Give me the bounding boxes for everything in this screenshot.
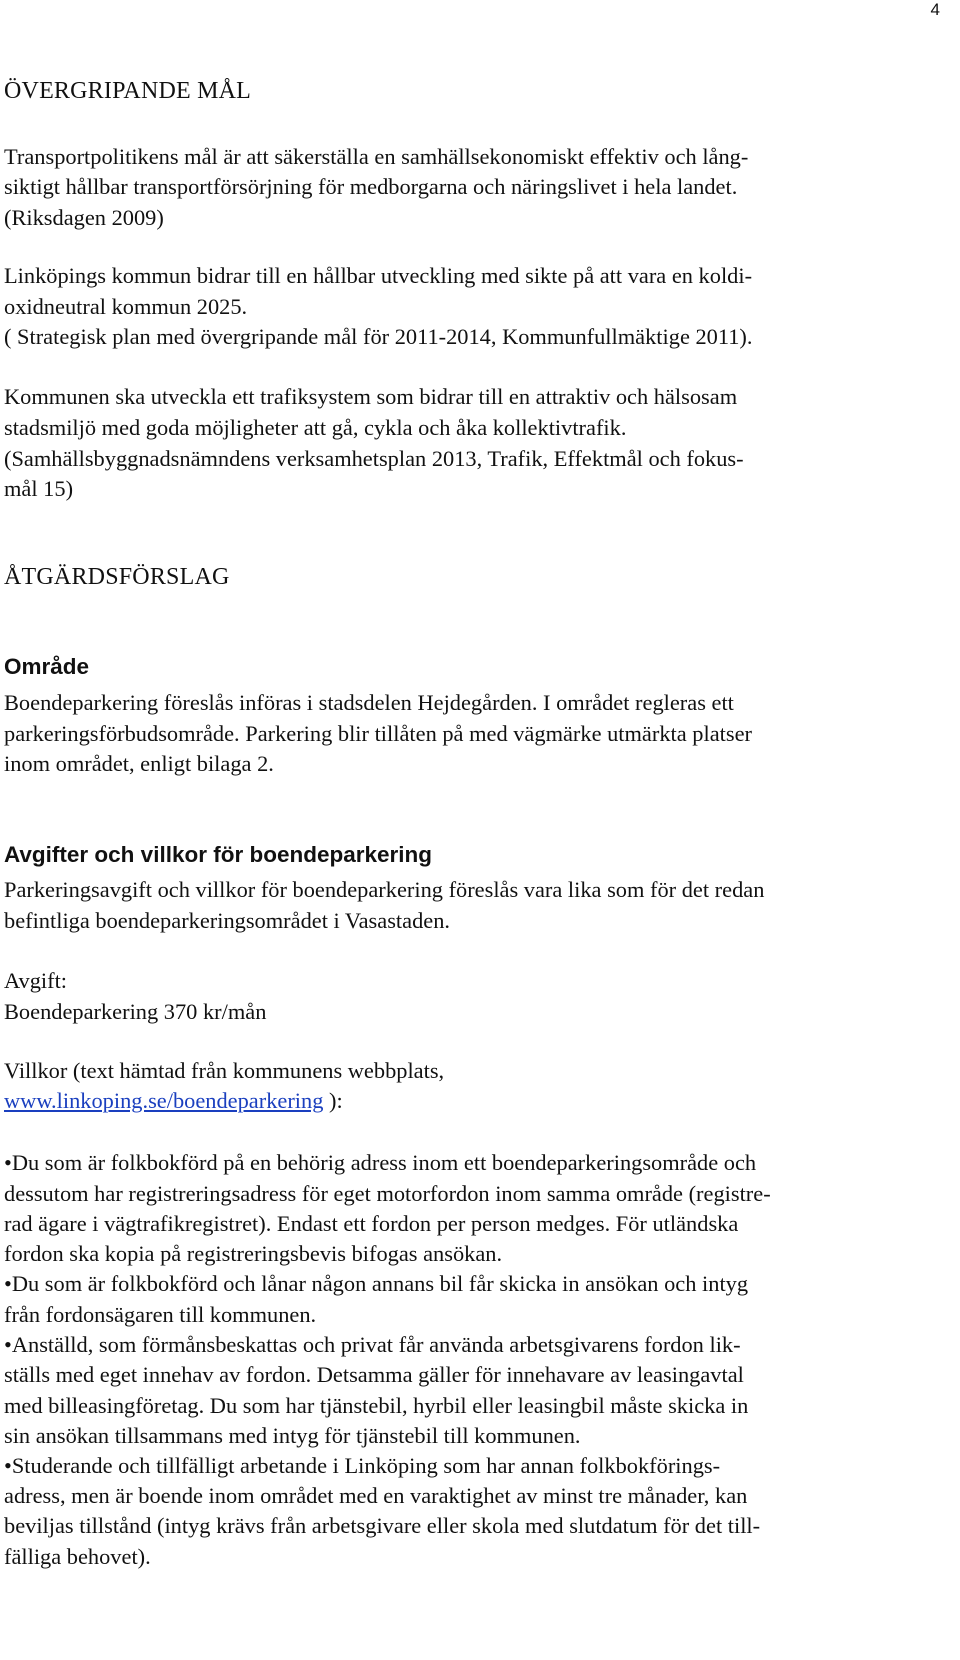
fee-label: Avgift: [4,968,68,993]
text-line: Transportpolitikens mål är att säkerställa en samhällsekonomiskt effektiv och lång- [4,144,749,169]
heading-actions: ÅTGÄRDSFÖRSLAG [4,564,230,590]
bullet-line: från fordonsägaren till kommunen. [4,1302,317,1327]
text-line: siktigt hållbar transportförsörjning för medborgarna och näringslivet i hela landet. [4,174,738,199]
text-line: oxidneutral kommun 2025. [4,294,248,319]
text-line: ( Strategisk plan med övergripande mål för 2011-2014, Kommunfullmäktige 2011). [4,324,753,349]
text-line: befintliga boendeparkeringsområdet i Vasastaden. [4,908,451,933]
text-line: Boendeparkering föreslås införas i stadsdelen Hejdegården. I området regleras ett [4,690,734,715]
bullet-line: •Du som är folkbokförd på en behörig adress inom ett boendeparkeringsområde och [4,1150,757,1175]
text-line: inom området, enligt bilaga 2. [4,751,274,776]
heading-area: Område [4,654,90,679]
text-line: stadsmiljö med goda möjligheter att gå, cykla och åka kollektivtrafik. [4,415,627,440]
text-line: Kommunen ska utveckla ett trafiksystem som bidrar till en attraktiv och hälsosam [4,384,738,409]
bullet-line: •Studerande och tillfälligt arbetande i Linköping som har annan folkbokförings- [4,1453,721,1478]
heading-fees-conditions: Avgifter och villkor för boendeparkering [4,842,432,867]
fee-value: Boendeparkering 370 kr/mån [4,999,267,1024]
conditions-source-line [4,1085,343,1116]
text-line: parkeringsförbudsområde. Parkering blir tillåten på med vägmärke utmärkta platser [4,721,752,746]
text-line: (Samhällsbyggnadsnämndens verksamhetsplan 2013, Trafik, Effektmål och fokus- [4,446,744,471]
bullet-line: ställs med eget innehav av fordon. Detsamma gäller för innehavare av leasingavtal [4,1362,744,1387]
page-number: 4 [930,0,940,19]
bullet-line: rad ägare i vägtrafikregistret). Endast ett fordon per person medges. För utländska [4,1211,739,1236]
conditions-intro: Villkor (text hämtad från kommunens webbplats, [4,1058,445,1083]
heading-overall-goals: ÖVERGRIPANDE MÅL [4,78,251,104]
text-line: Parkeringsavgift och villkor för boendeparkering föreslås vara lika som för det redan [4,877,765,902]
bullet-line: fälliga behovet). [4,1544,151,1569]
text-line: (Riksdagen 2009) [4,205,164,230]
bullet-line: sin ansökan tillsammans med intyg för tjänstebil till kommunen. [4,1423,581,1448]
bullet-line: beviljas tillstånd (intyg krävs från arbetsgivare eller skola med slutdatum för det till- [4,1513,761,1538]
bullet-line: med billeasingföretag. Du som har tjänstebil, hyrbil eller leasingbil måste skicka in [4,1393,749,1418]
bullet-line: dessutom har registreringsadress för eget motorfordon inom samma område (registre- [4,1181,771,1206]
bullet-line: •Anställd, som förmånsbeskattas och privat får använda arbetsgivarens fordon lik- [4,1332,741,1357]
bullet-line: fordon ska kopia på registreringsbevis bifogas ansökan. [4,1241,503,1266]
bullet-line: •Du som är folkbokförd och lånar någon annans bil får skicka in ansökan och intyg [4,1271,749,1296]
bullet-line: adress, men är boende inom området med en varaktighet av minst tre månader, kan [4,1483,748,1508]
conditions-link-suffix: ): [323,1088,343,1113]
text-line: Linköpings kommun bidrar till en hållbar utveckling med sikte på att vara en koldi- [4,263,753,288]
text-line: mål 15) [4,476,74,501]
boendeparkering-link[interactable]: www.linkoping.se/boendeparkering [4,1088,324,1113]
